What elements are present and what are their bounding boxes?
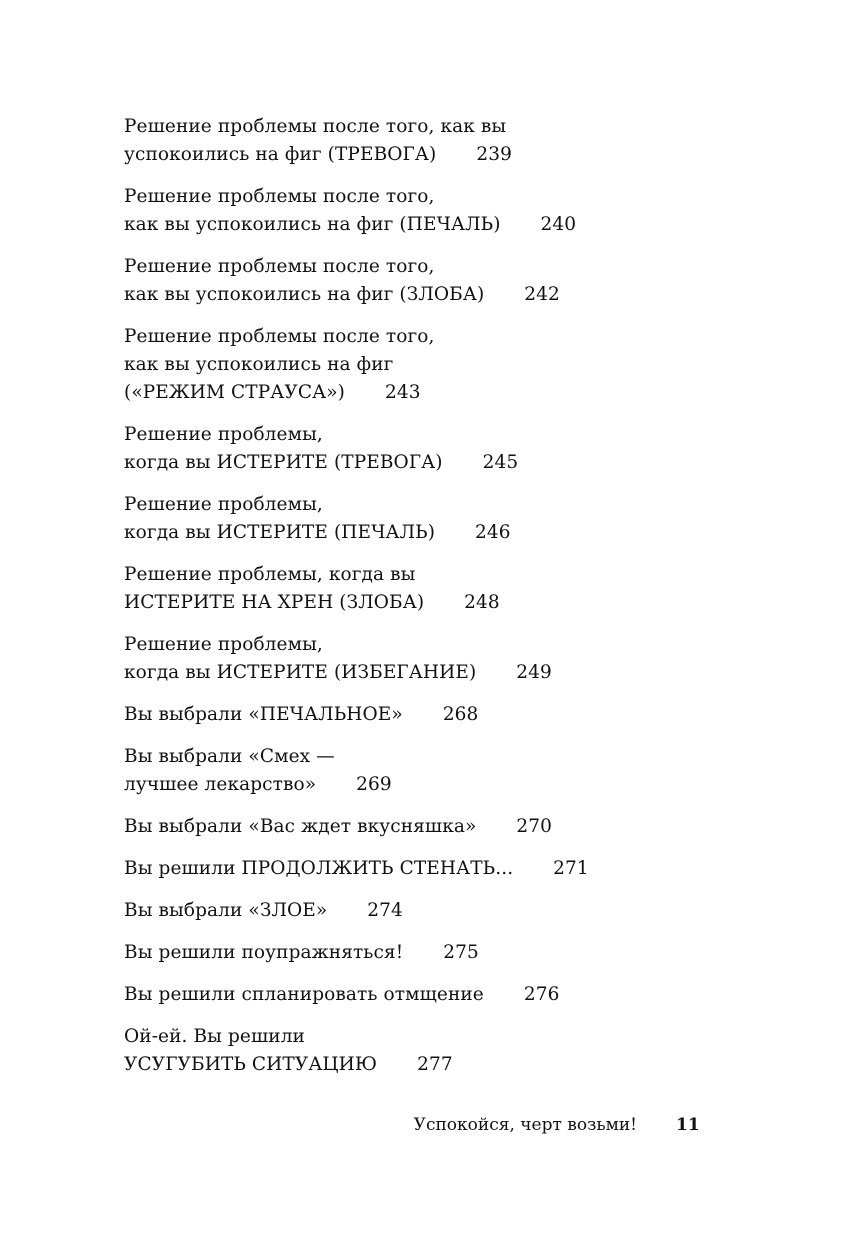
toc-entry-title-line: когда вы ИСТЕРИТЕ (ИЗБЕГАНИЕ) — [124, 662, 477, 683]
toc-entry-text: Решение проблемы после того, — [124, 326, 435, 347]
toc-entry-text — [124, 771, 764, 799]
toc-entry-text — [124, 813, 764, 841]
toc-entry-text — [124, 855, 764, 883]
toc-entry-text — [124, 141, 764, 169]
toc-entry-title-line: лучшее лекарство» — [124, 774, 317, 795]
toc-entry-text — [124, 1051, 764, 1079]
toc-entry-text: Решение проблемы, — [124, 634, 323, 655]
toc-page-number: 245 — [482, 452, 519, 473]
toc-entry-title-line: Вы решили ПРОДОЛЖИТЬ СТЕНАТЬ... — [124, 858, 514, 879]
toc-entry — [124, 561, 764, 617]
toc-entry — [124, 701, 764, 729]
toc-entry-title-line: Вы выбрали «ПЕЧАЛЬНОЕ» — [124, 704, 403, 725]
toc-entry-text — [124, 281, 764, 309]
toc-entry — [124, 813, 764, 841]
toc-entry — [124, 421, 764, 477]
toc-entry-title-line: УСУГУБИТЬ СИТУАЦИЮ — [124, 1054, 378, 1075]
toc-entry-title-line: как вы успокоились на фиг (ПЕЧАЛЬ) — [124, 214, 501, 235]
toc-entry — [124, 1023, 764, 1079]
toc-page-number: 269 — [356, 774, 392, 795]
toc-entry-text — [124, 939, 764, 967]
toc-entry — [124, 631, 764, 687]
toc-entry-text — [124, 589, 764, 617]
toc-entry-text — [124, 211, 764, 239]
toc-entry-title-line: когда вы ИСТЕРИТЕ (ТРЕВОГА) — [124, 452, 443, 473]
running-title: Успокойся, черт возьми! — [413, 1115, 637, 1135]
page-number: 11 — [676, 1115, 700, 1135]
toc-entry-text: Решение проблемы после того, — [124, 256, 435, 277]
toc-page-number: 239 — [476, 144, 512, 165]
toc-entry-title-line: как вы успокоились на фиг (ЗЛОБА) — [124, 284, 485, 305]
toc-page-number: 249 — [516, 662, 552, 683]
toc-entry — [124, 939, 764, 967]
toc-entry-title-line: Вы выбрали «Вас ждет вкусняшка» — [124, 816, 477, 837]
toc-entry-text — [124, 449, 764, 477]
toc-entry-text: Решение проблемы, — [124, 424, 323, 445]
toc-entry-title-line: успокоились на фиг (ТРЕВОГА) — [124, 144, 437, 165]
toc-page-number: 271 — [553, 858, 589, 879]
toc-entry — [124, 491, 764, 547]
toc-entry-title-line: когда вы ИСТЕРИТЕ (ПЕЧАЛЬ) — [124, 522, 436, 543]
toc-entry — [124, 253, 764, 309]
toc-entry-text — [124, 897, 764, 925]
toc-page-number: 277 — [417, 1054, 453, 1075]
toc-entry-text: Решение проблемы после того, как вы — [124, 116, 507, 137]
toc-entry — [124, 981, 764, 1009]
toc-page-number: 276 — [523, 984, 560, 1005]
toc-page-number: 240 — [540, 214, 577, 235]
toc-entry — [124, 855, 764, 883]
toc-entry — [124, 897, 764, 925]
toc-entry-text — [124, 519, 764, 547]
toc-entry-text: Решение проблемы, — [124, 494, 323, 515]
toc-entry — [124, 183, 764, 239]
toc-entry-text — [124, 981, 764, 1009]
toc-entry — [124, 113, 764, 169]
toc-page-number: 248 — [464, 592, 500, 613]
toc-page-number: 243 — [384, 382, 421, 403]
toc-page-number: 274 — [367, 900, 403, 921]
toc-entry-text: Решение проблемы, когда вы — [124, 564, 416, 585]
toc-page-number: 270 — [516, 816, 553, 837]
toc-entry-text — [124, 659, 764, 687]
toc-entry-text: Вы выбрали «Смех — — [124, 746, 335, 767]
toc-entry-text: Ой-ей. Вы решили — [124, 1026, 305, 1047]
toc-page-number: 275 — [443, 942, 479, 963]
toc-entry-text: Решение проблемы после того, — [124, 186, 435, 207]
toc-entry-title-line: («РЕЖИМ СТРАУСА») — [124, 382, 345, 403]
toc-page-number: 268 — [442, 704, 479, 725]
toc-entry-title-line: Вы выбрали «ЗЛОЕ» — [124, 900, 328, 921]
toc-entry-title-line: ИСТЕРИТЕ НА ХРЕН (ЗЛОБА) — [124, 592, 425, 613]
toc-entry-text: как вы успокоились на фиг — [124, 354, 394, 375]
toc-entry-title-line: Вы решили поупражняться! — [124, 942, 404, 963]
toc-entry-title-line: Вы решили спланировать отмщение — [124, 984, 484, 1005]
toc-page-number: 246 — [475, 522, 511, 543]
toc-entry — [124, 323, 764, 407]
toc-page-number: 242 — [524, 284, 560, 305]
toc-entry-text — [124, 701, 764, 729]
toc-entry-text — [124, 379, 764, 407]
toc-entry — [124, 743, 764, 799]
table-of-contents — [124, 113, 764, 1093]
